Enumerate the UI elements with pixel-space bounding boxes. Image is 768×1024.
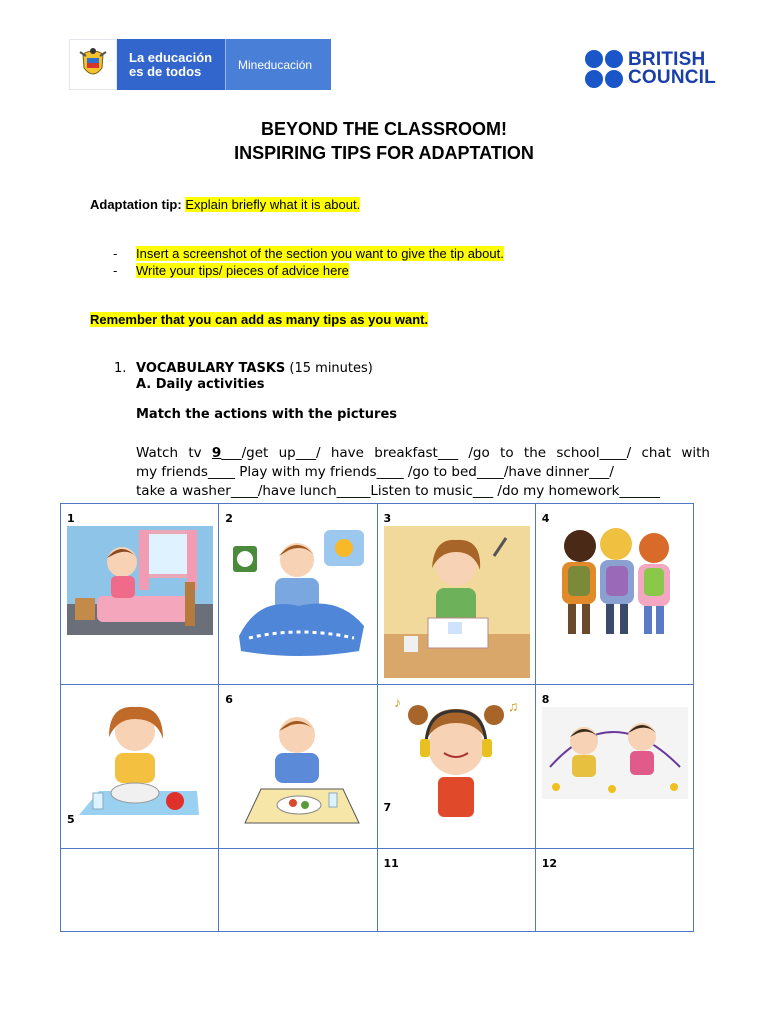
cell-number: 6 <box>225 693 233 706</box>
cell-number: 8 <box>541 693 550 706</box>
grid-cell <box>535 685 693 849</box>
grid-cell <box>219 504 377 685</box>
reminder <box>90 312 428 327</box>
svg-text:♪: ♪ <box>393 694 401 710</box>
girl-waking-in-bed-picture <box>67 526 213 635</box>
section-duration: (15 minutes) <box>289 361 373 376</box>
british-council-dots-icon <box>585 50 623 88</box>
grid-cell <box>377 504 535 685</box>
cell-number: 2 <box>225 512 233 525</box>
grid-cell <box>61 849 219 932</box>
gov-slogan-line1: La educación <box>129 49 213 65</box>
reminder-text: Remember that you can add as many tips as you want. <box>90 312 429 327</box>
cell-number: 1 <box>67 512 75 525</box>
gov-slogan <box>117 39 225 90</box>
word-list-line1: Watch tv 9___/get up___/ have breakfast___ /go to the school____/ chat with <box>136 445 710 461</box>
instruction: Match the actions with the pictures <box>136 407 397 422</box>
picture-grid <box>60 503 694 932</box>
british-council-logo <box>585 50 716 88</box>
cell-number: 11 <box>383 857 399 870</box>
cell-number: 5 <box>67 813 75 826</box>
mineducacion-logo <box>69 39 331 90</box>
girl-listening-to-music-picture <box>390 691 522 819</box>
page-title: BEYOND THE CLASSROOM! <box>260 119 507 139</box>
council-name-line1: BRITISH <box>628 49 706 70</box>
section-heading <box>136 361 373 376</box>
grid-cell <box>61 504 219 685</box>
girl-doing-homework-picture <box>384 526 530 678</box>
grid-cell <box>377 685 535 849</box>
bullet-item: - Write your tips/ pieces of advice here <box>113 263 349 278</box>
page-subtitle: INSPIRING TIPS FOR ADAPTATION <box>234 143 534 163</box>
grid-cell <box>219 685 377 849</box>
cell-number: 3 <box>383 512 392 525</box>
cell-number: 4 <box>541 512 550 525</box>
adaptation-tip-label: Adaptation tip: <box>90 197 182 212</box>
colombia-seal-icon <box>69 39 117 90</box>
grid-cell <box>535 849 693 932</box>
gov-slogan-line2: es de todos <box>129 63 202 79</box>
bullet-item: - Insert a screenshot of the section you want to give the tip about. <box>113 246 504 261</box>
adaptation-tip-text: Explain briefly what it is about. <box>185 197 361 212</box>
grid-cell <box>535 504 693 685</box>
section-subheading: A. Daily activities <box>136 377 265 392</box>
children-going-to-school-picture <box>540 524 688 644</box>
bullet-text-screenshot: Insert a screenshot of the section you want to give the tip about. <box>136 246 504 261</box>
cell-number: 12 <box>541 857 558 870</box>
grid-cell <box>61 685 219 849</box>
girl-having-breakfast-picture <box>79 697 199 825</box>
matching-word-list <box>136 444 710 501</box>
cell-number: 7 <box>383 801 392 814</box>
answer-9: 9 <box>211 445 222 461</box>
grid-cell <box>377 849 535 932</box>
grid-cell <box>219 849 377 932</box>
section-heading-text: VOCABULARY TASKS <box>136 361 286 376</box>
adaptation-tip <box>90 197 360 212</box>
children-playing-picture <box>542 707 688 799</box>
section-number: 1. <box>114 361 127 376</box>
boy-getting-up-picture <box>229 526 369 656</box>
word-list-line3: take a washer____/have lunch_____Listen to music___ /do my homework______ <box>136 483 660 499</box>
svg-text:♫: ♫ <box>507 698 518 714</box>
mineducacion-label: Mineducación <box>225 39 331 90</box>
boy-having-lunch-picture <box>231 711 367 829</box>
council-name-line2: COUNCIL <box>628 67 716 88</box>
bullet-text-tips: Write your tips/ pieces of advice here <box>136 263 349 278</box>
word-list-line2: my friends____ Play with my friends____ /go to bed____/have dinner___/ <box>136 464 614 480</box>
